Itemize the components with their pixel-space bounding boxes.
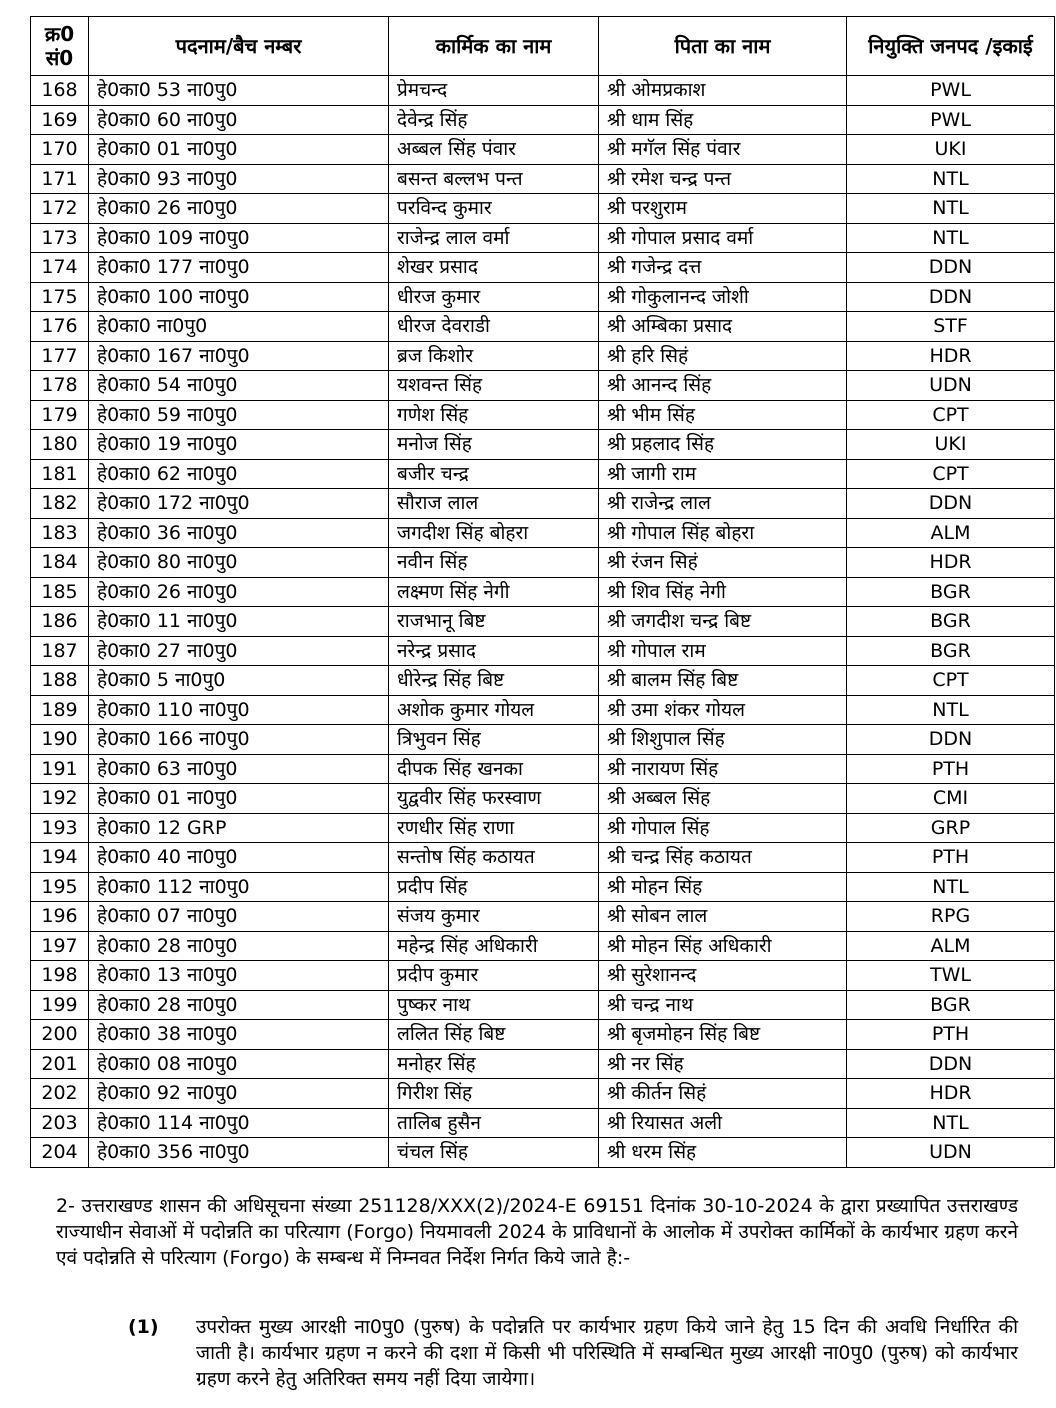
cell-unit: DDN <box>847 725 1055 755</box>
cell-serial: 204 <box>31 1138 89 1168</box>
table-row <box>31 135 1055 165</box>
cell-serial: 176 <box>31 312 89 342</box>
cell-unit: NTL <box>847 1108 1055 1138</box>
cell-name: अब्बल सिंह पंवार <box>389 135 599 165</box>
cell-father-name: श्री गोपाल सिंह <box>599 813 847 843</box>
cell-unit: DDN <box>847 489 1055 519</box>
cell-unit: NTL <box>847 223 1055 253</box>
cell-serial: 197 <box>31 931 89 961</box>
cell-unit: HDR <box>847 341 1055 371</box>
table-row <box>31 371 1055 401</box>
table-row <box>31 1020 1055 1050</box>
cell-name: शेखर प्रसाद <box>389 253 599 283</box>
table-row <box>31 548 1055 578</box>
cell-designation: हे0का0 93 ना0पु0 <box>89 164 389 194</box>
cell-designation: हे0का0 54 ना0पु0 <box>89 371 389 401</box>
cell-serial: 198 <box>31 961 89 991</box>
cell-name: पुष्कर नाथ <box>389 990 599 1020</box>
cell-father-name: श्री गोकुलानन्द जोशी <box>599 282 847 312</box>
cell-serial: 203 <box>31 1108 89 1138</box>
cell-father-name: श्री अब्बल सिंह <box>599 784 847 814</box>
cell-serial: 172 <box>31 194 89 224</box>
table-row <box>31 1138 1055 1168</box>
cell-father-name: श्री उमा शंकर गोयल <box>599 695 847 725</box>
table-row <box>31 312 1055 342</box>
table-row <box>31 341 1055 371</box>
cell-designation: हे0का0 92 ना0पु0 <box>89 1079 389 1109</box>
cell-unit: RPG <box>847 902 1055 932</box>
cell-designation: हे0का0 114 ना0पु0 <box>89 1108 389 1138</box>
cell-name: नवीन सिंह <box>389 548 599 578</box>
header-designation: पदनाम/बैच नम्बर <box>89 17 389 76</box>
cell-name: प्रदीप सिंह <box>389 872 599 902</box>
cell-father-name: श्री गजेन्द्र दत्त <box>599 253 847 283</box>
cell-unit: TWL <box>847 961 1055 991</box>
cell-unit: BGR <box>847 577 1055 607</box>
table-row <box>31 430 1055 460</box>
cell-name: ब्रज किशोर <box>389 341 599 371</box>
cell-unit: NTL <box>847 695 1055 725</box>
cell-name: गिरीश सिंह <box>389 1079 599 1109</box>
cell-unit: NTL <box>847 194 1055 224</box>
cell-father-name: श्री मगॅल सिंह पंवार <box>599 135 847 165</box>
cell-name: दीपक सिंह खनका <box>389 754 599 784</box>
cell-unit: ALM <box>847 931 1055 961</box>
cell-serial: 201 <box>31 1049 89 1079</box>
cell-serial: 196 <box>31 902 89 932</box>
cell-designation: हे0का0 36 ना0पु0 <box>89 518 389 548</box>
cell-father-name: श्री जगदीश चन्द्र बिष्ट <box>599 607 847 637</box>
cell-unit: PWL <box>847 105 1055 135</box>
header-serial: क्र0 सं0 <box>31 17 89 76</box>
cell-unit: STF <box>847 312 1055 342</box>
cell-serial: 190 <box>31 725 89 755</box>
table-row <box>31 1049 1055 1079</box>
table-row <box>31 1108 1055 1138</box>
cell-father-name: श्री ओमप्रकाश <box>599 76 847 106</box>
cell-father-name: श्री धरम सिंह <box>599 1138 847 1168</box>
table-row <box>31 872 1055 902</box>
cell-unit: CPT <box>847 666 1055 696</box>
cell-serial: 173 <box>31 223 89 253</box>
cell-unit: UDN <box>847 371 1055 401</box>
cell-serial: 200 <box>31 1020 89 1050</box>
cell-father-name: श्री शिव सिंह नेगी <box>599 577 847 607</box>
cell-serial: 191 <box>31 754 89 784</box>
cell-serial: 202 <box>31 1079 89 1109</box>
cell-name: नरेन्द्र प्रसाद <box>389 636 599 666</box>
table-row <box>31 489 1055 519</box>
cell-father-name: श्री गोपाल सिंह बोहरा <box>599 518 847 548</box>
cell-unit: BGR <box>847 990 1055 1020</box>
cell-designation: हे0का0 59 ना0पु0 <box>89 400 389 430</box>
cell-name: यशवन्त सिंह <box>389 371 599 401</box>
cell-designation: हे0का0 62 ना0पु0 <box>89 459 389 489</box>
cell-father-name: श्री नारायण सिंह <box>599 754 847 784</box>
cell-father-name: श्री हरि सिहं <box>599 341 847 371</box>
cell-name: तालिब हुसैन <box>389 1108 599 1138</box>
cell-unit: DDN <box>847 1049 1055 1079</box>
cell-unit: GRP <box>847 813 1055 843</box>
cell-unit: DDN <box>847 253 1055 283</box>
cell-father-name: श्री नर सिंह <box>599 1049 847 1079</box>
cell-father-name: श्री गोपाल राम <box>599 636 847 666</box>
cell-father-name: श्री जागी राम <box>599 459 847 489</box>
cell-name: धीरज देवराडी <box>389 312 599 342</box>
cell-designation: हे0का0 28 ना0पु0 <box>89 990 389 1020</box>
cell-father-name: श्री राजेन्द्र लाल <box>599 489 847 519</box>
header-name: कार्मिक का नाम <box>389 17 599 76</box>
cell-father-name: श्री शिशुपाल सिंह <box>599 725 847 755</box>
cell-father-name: श्री चन्द्र नाथ <box>599 990 847 1020</box>
cell-serial: 183 <box>31 518 89 548</box>
cell-designation: हे0का0 26 ना0पु0 <box>89 577 389 607</box>
cell-father-name: श्री बालम सिंह बिष्ट <box>599 666 847 696</box>
cell-father-name: श्री बृजमोहन सिंह बिष्ट <box>599 1020 847 1050</box>
cell-name: धीरज कुमार <box>389 282 599 312</box>
cell-father-name: श्री मोहन सिंह अधिकारी <box>599 931 847 961</box>
cell-designation: हे0का0 110 ना0पु0 <box>89 695 389 725</box>
table-row <box>31 577 1055 607</box>
cell-serial: 170 <box>31 135 89 165</box>
table-body <box>31 76 1055 1168</box>
cell-unit: CPT <box>847 459 1055 489</box>
cell-name: अशोक कुमार गोयल <box>389 695 599 725</box>
subpoint-text: उपरोक्त मुख्य आरक्षी ना0पु0 (पुरुष) के पदोन्नति पर कार्यभार ग्रहण किये जाने हेतु 15 दिन की अवधि निर्धारित की जाती है। कार्यभार ग्रहण न करने की दशा में किसी भी परिस्थिति में सम्बन्धित मुख्य आरक्षी ना0पु0 (पुरुष) को कार्यभार ग्रहण करने हेतु अतिरिक्त समय नहीं दिया जायेगा। <box>196 1316 1018 1390</box>
cell-father-name: श्री रमेश चन्द्र पन्त <box>599 164 847 194</box>
cell-designation: हे0का0 07 ना0पु0 <box>89 902 389 932</box>
cell-designation: हे0का0 19 ना0पु0 <box>89 430 389 460</box>
cell-serial: 182 <box>31 489 89 519</box>
instruction-subpoint <box>128 1314 1018 1392</box>
table-row <box>31 459 1055 489</box>
cell-unit: PTH <box>847 843 1055 873</box>
cell-father-name: श्री अम्बिका प्रसाद <box>599 312 847 342</box>
cell-father-name: श्री आनन्द सिंह <box>599 371 847 401</box>
cell-father-name: श्री मोहन सिंह <box>599 872 847 902</box>
cell-serial: 199 <box>31 990 89 1020</box>
table-row <box>31 666 1055 696</box>
cell-designation: हे0का0 12 GRP <box>89 813 389 843</box>
cell-serial: 171 <box>31 164 89 194</box>
cell-name: लक्ष्मण सिंह नेगी <box>389 577 599 607</box>
cell-designation: हे0का0 38 ना0पु0 <box>89 1020 389 1050</box>
cell-serial: 186 <box>31 607 89 637</box>
cell-designation: हे0का0 11 ना0पु0 <box>89 607 389 637</box>
subpoint-number: (1) <box>128 1316 159 1338</box>
cell-name: जगदीश सिंह बोहरा <box>389 518 599 548</box>
table-row <box>31 784 1055 814</box>
cell-unit: NTL <box>847 164 1055 194</box>
table-row <box>31 754 1055 784</box>
cell-designation: हे0का0 112 ना0पु0 <box>89 872 389 902</box>
cell-designation: हे0का0 80 ना0पु0 <box>89 548 389 578</box>
table-row <box>31 607 1055 637</box>
cell-serial: 179 <box>31 400 89 430</box>
cell-unit: CMI <box>847 784 1055 814</box>
table-row <box>31 931 1055 961</box>
table-row <box>31 695 1055 725</box>
cell-serial: 194 <box>31 843 89 873</box>
cell-father-name: श्री प्रहलाद सिंह <box>599 430 847 460</box>
cell-serial: 169 <box>31 105 89 135</box>
cell-father-name: श्री चन्द्र सिंह कठायत <box>599 843 847 873</box>
instruction-paragraph: 2- उत्तराखण्ड शासन की अधिसूचना संख्या 251128/XXX(2)/2024-E 69151 दिनांक 30-10-2024 के द्वारा प्रख्यापित उत्तराखण्ड राज्याधीन सेवाओं में पदोन्नति का परित्याग (Forgo) नियमावली 2024 के प्राविधानों के आलोक में उपरोक्त कार्मिकों के कार्यभार ग्रहण करने एवं पदोन्नति से परित्याग (Forgo) के सम्बन्ध में निम्नवत निर्देश निर्गत किये जाते है:- <box>56 1195 1018 1269</box>
cell-serial: 192 <box>31 784 89 814</box>
cell-unit: UKI <box>847 430 1055 460</box>
cell-designation: हे0का0 5 ना0पु0 <box>89 666 389 696</box>
cell-designation: हे0का0 63 ना0पु0 <box>89 754 389 784</box>
cell-name: देवेन्द्र सिंह <box>389 105 599 135</box>
cell-unit: BGR <box>847 636 1055 666</box>
cell-designation: हे0का0 27 ना0पु0 <box>89 636 389 666</box>
cell-name: ललित सिंह बिष्ट <box>389 1020 599 1050</box>
cell-name: रणधीर सिंह राणा <box>389 813 599 843</box>
cell-name: बसन्त बल्लभ पन्त <box>389 164 599 194</box>
cell-serial: 187 <box>31 636 89 666</box>
cell-name: संजय कुमार <box>389 902 599 932</box>
cell-name: राजभानू बिष्ट <box>389 607 599 637</box>
cell-designation: हे0का0 109 ना0पु0 <box>89 223 389 253</box>
cell-serial: 174 <box>31 253 89 283</box>
cell-name: प्रदीप कुमार <box>389 961 599 991</box>
cell-unit: NTL <box>847 872 1055 902</box>
header-posting-unit: नियुक्ति जनपद /इकाई <box>847 17 1055 76</box>
cell-designation: हे0का0 01 ना0पु0 <box>89 784 389 814</box>
cell-designation: हे0का0 13 ना0पु0 <box>89 961 389 991</box>
cell-name: मनोज सिंह <box>389 430 599 460</box>
table-row <box>31 902 1055 932</box>
table-row <box>31 164 1055 194</box>
personnel-table <box>30 16 1055 1168</box>
table-header-row <box>31 17 1055 76</box>
cell-unit: HDR <box>847 548 1055 578</box>
cell-designation: हे0का0 166 ना0पु0 <box>89 725 389 755</box>
cell-unit: BGR <box>847 607 1055 637</box>
cell-designation: हे0का0 100 ना0पु0 <box>89 282 389 312</box>
table-row <box>31 843 1055 873</box>
cell-unit: ALM <box>847 518 1055 548</box>
cell-serial: 184 <box>31 548 89 578</box>
cell-unit: PTH <box>847 754 1055 784</box>
cell-name: युद्ववीर सिंह फरस्वाण <box>389 784 599 814</box>
cell-designation: हे0का0 01 ना0पु0 <box>89 135 389 165</box>
cell-serial: 175 <box>31 282 89 312</box>
cell-unit: UKI <box>847 135 1055 165</box>
cell-name: त्रिभुवन सिंह <box>389 725 599 755</box>
document-table-wrapper <box>30 16 1054 1168</box>
cell-name: मनोहर सिंह <box>389 1049 599 1079</box>
table-row <box>31 1079 1055 1109</box>
cell-name: धीरेन्द्र सिंह बिष्ट <box>389 666 599 696</box>
cell-unit: UDN <box>847 1138 1055 1168</box>
cell-father-name: श्री सुरेशानन्द <box>599 961 847 991</box>
cell-designation: हे0का0 08 ना0पु0 <box>89 1049 389 1079</box>
cell-designation: हे0का0 26 ना0पु0 <box>89 194 389 224</box>
cell-designation: हे0का0 40 ना0पु0 <box>89 843 389 873</box>
table-row <box>31 400 1055 430</box>
table-row <box>31 961 1055 991</box>
cell-serial: 177 <box>31 341 89 371</box>
table-row <box>31 725 1055 755</box>
table-row <box>31 194 1055 224</box>
cell-serial: 185 <box>31 577 89 607</box>
cell-father-name: श्री भीम सिंह <box>599 400 847 430</box>
cell-serial: 168 <box>31 76 89 106</box>
cell-name: सौराज लाल <box>389 489 599 519</box>
cell-name: महेन्द्र सिंह अधिकारी <box>389 931 599 961</box>
cell-father-name: श्री सोबन लाल <box>599 902 847 932</box>
cell-name: परविन्द कुमार <box>389 194 599 224</box>
cell-serial: 188 <box>31 666 89 696</box>
cell-father-name: श्री रंजन सिहं <box>599 548 847 578</box>
cell-unit: HDR <box>847 1079 1055 1109</box>
table-row <box>31 518 1055 548</box>
cell-serial: 195 <box>31 872 89 902</box>
cell-name: चंचल सिंह <box>389 1138 599 1168</box>
table-row <box>31 253 1055 283</box>
cell-father-name: श्री रियासत अली <box>599 1108 847 1138</box>
cell-father-name: श्री कीर्तन सिहं <box>599 1079 847 1109</box>
cell-serial: 193 <box>31 813 89 843</box>
cell-name: बजीर चन्द्र <box>389 459 599 489</box>
cell-name: राजेन्द्र लाल वर्मा <box>389 223 599 253</box>
cell-serial: 178 <box>31 371 89 401</box>
cell-serial: 189 <box>31 695 89 725</box>
cell-serial: 180 <box>31 430 89 460</box>
table-row <box>31 990 1055 1020</box>
cell-designation: हे0का0 60 ना0पु0 <box>89 105 389 135</box>
cell-name: प्रेमचन्द <box>389 76 599 106</box>
cell-designation: हे0का0 167 ना0पु0 <box>89 341 389 371</box>
table-row <box>31 636 1055 666</box>
cell-designation: हे0का0 28 ना0पु0 <box>89 931 389 961</box>
cell-unit: CPT <box>847 400 1055 430</box>
cell-father-name: श्री धाम सिंह <box>599 105 847 135</box>
header-father-name: पिता का नाम <box>599 17 847 76</box>
table-row <box>31 76 1055 106</box>
table-row <box>31 223 1055 253</box>
cell-unit: PWL <box>847 76 1055 106</box>
table-row <box>31 105 1055 135</box>
cell-unit: PTH <box>847 1020 1055 1050</box>
cell-designation: हे0का0 177 ना0पु0 <box>89 253 389 283</box>
cell-father-name: श्री गोपाल प्रसाद वर्मा <box>599 223 847 253</box>
cell-designation: हे0का0 53 ना0पु0 <box>89 76 389 106</box>
cell-father-name: श्री परशुराम <box>599 194 847 224</box>
table-row <box>31 813 1055 843</box>
cell-name: सन्तोष सिंह कठायत <box>389 843 599 873</box>
cell-designation: हे0का0 356 ना0पु0 <box>89 1138 389 1168</box>
table-row <box>31 282 1055 312</box>
cell-name: गणेश सिंह <box>389 400 599 430</box>
cell-designation: हे0का0 ना0पु0 <box>89 312 389 342</box>
cell-unit: DDN <box>847 282 1055 312</box>
cell-designation: हे0का0 172 ना0पु0 <box>89 489 389 519</box>
cell-serial: 181 <box>31 459 89 489</box>
